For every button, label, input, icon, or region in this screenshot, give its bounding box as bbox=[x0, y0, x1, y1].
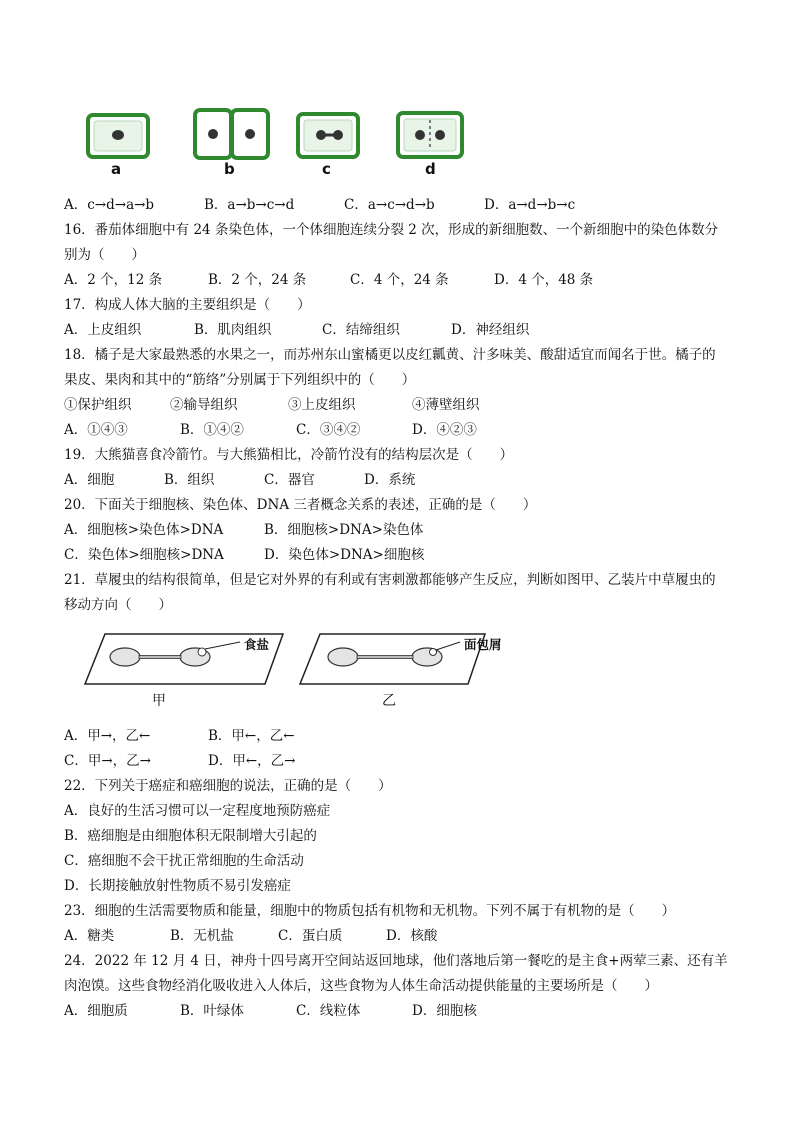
q19-option-a[interactable]: A．细胞 bbox=[64, 472, 115, 488]
q18-choice-1: ①保护组织 bbox=[64, 397, 132, 413]
cell-a bbox=[88, 115, 148, 157]
q21-stem-line2: 移动方向（ ） bbox=[64, 597, 172, 613]
q21-option-b[interactable]: B．甲←，乙← bbox=[208, 728, 295, 744]
q22-option-c[interactable]: C．癌细胞不会干扰正常细胞的生命活动 bbox=[64, 853, 304, 869]
q19-option-d[interactable]: D．系统 bbox=[364, 472, 416, 488]
slide-yi bbox=[300, 634, 485, 684]
q17-option-d[interactable]: D．神经组织 bbox=[451, 322, 530, 338]
cell-d bbox=[398, 113, 462, 157]
q15-option-a[interactable]: A．c→d→a→b bbox=[64, 197, 155, 213]
q18-choice-2: ②输导组织 bbox=[170, 397, 238, 413]
cell-label-a: a bbox=[111, 160, 122, 178]
q21-stem-line1: 21．草履虫的结构很简单，但是它对外界的有利或有害刺激都能够产生反应，判断如图甲、乙装片中草履虫的 bbox=[64, 572, 716, 588]
q16-option-b[interactable]: B．2 个，24 条 bbox=[208, 272, 307, 288]
q22-option-b[interactable]: B．癌细胞是由细胞体积无限制增大引起的 bbox=[64, 828, 317, 844]
q17-option-c[interactable]: C．结缔组织 bbox=[322, 322, 400, 338]
q17-option-a[interactable]: A．上皮组织 bbox=[64, 322, 142, 338]
q22-option-d[interactable]: D．长期接触放射性物质不易引发癌症 bbox=[64, 878, 291, 894]
q15-option-b[interactable]: B．a→b→c→d bbox=[204, 197, 295, 213]
q16-option-d[interactable]: D．4 个，48 条 bbox=[494, 272, 594, 288]
q23-option-a[interactable]: A．糖类 bbox=[64, 928, 115, 944]
q16-stem-line1: 16．番茄体细胞中有 24 条染色体，一个体细胞连续分裂 2 次，形成的新细胞数、一个新细胞中的染色体数分 bbox=[64, 222, 719, 238]
salt-label: 食盐 bbox=[244, 637, 270, 652]
q18-choice-3: ③上皮组织 bbox=[288, 397, 356, 413]
q23-option-c[interactable]: C．蛋白质 bbox=[278, 928, 343, 944]
cell-division-figure bbox=[80, 100, 480, 160]
q21-option-c[interactable]: C．甲→，乙→ bbox=[64, 753, 151, 769]
q18-choice-4: ④薄壁组织 bbox=[412, 397, 480, 413]
cell-label-d: d bbox=[425, 160, 436, 178]
slide-label-jia: 甲 bbox=[152, 693, 166, 709]
q17-stem: 17．构成人体大脑的主要组织是（ ） bbox=[64, 297, 311, 313]
q18-option-b[interactable]: B．①④② bbox=[180, 422, 244, 438]
q15-option-d[interactable]: D．a→d→b→c bbox=[484, 197, 576, 213]
q23-option-d[interactable]: D．核酸 bbox=[386, 928, 438, 944]
q20-option-c[interactable]: C．染色体>细胞核>DNA bbox=[64, 547, 224, 563]
cell-c bbox=[298, 114, 358, 157]
q16-option-c[interactable]: C．4 个，24 条 bbox=[350, 272, 449, 288]
q19-option-c[interactable]: C．器官 bbox=[264, 472, 315, 488]
q20-option-d[interactable]: D．染色体>DNA>细胞核 bbox=[264, 547, 425, 563]
q18-option-c[interactable]: C．③④② bbox=[296, 422, 361, 438]
q22-stem: 22．下列关于癌症和癌细胞的说法，正确的是（ ） bbox=[64, 778, 392, 794]
q24-stem-line2: 肉泡馍。这些食物经消化吸收进入人体后，这些食物为人体生命活动提供能量的主要场所是（ ） bbox=[64, 978, 658, 994]
q19-stem: 19．大熊猫喜食冷箭竹。与大熊猫相比，冷箭竹没有的结构层次是（ ） bbox=[64, 447, 514, 463]
q16-stem-line2: 别为（ ） bbox=[64, 247, 145, 263]
q17-option-b[interactable]: B．肌肉组织 bbox=[194, 322, 272, 338]
q21-option-d[interactable]: D．甲←，乙→ bbox=[208, 753, 296, 769]
bread-crumb-label: 面包屑 bbox=[464, 637, 502, 652]
q20-option-b[interactable]: B．细胞核>DNA>染色体 bbox=[264, 522, 424, 538]
q24-option-a[interactable]: A．细胞质 bbox=[64, 1003, 128, 1019]
q24-option-c[interactable]: C．线粒体 bbox=[296, 1003, 361, 1019]
q16-option-a[interactable]: A．2 个，12 条 bbox=[64, 272, 163, 288]
cell-label-c: c bbox=[322, 160, 331, 178]
q24-option-b[interactable]: B．叶绿体 bbox=[180, 1003, 244, 1019]
q23-option-b[interactable]: B．无机盐 bbox=[170, 928, 234, 944]
q18-stem-line2: 果皮、果肉和其中的“筋络”分别属于下列组织中的（ ） bbox=[64, 372, 416, 388]
q20-stem: 20．下面关于细胞核、染色体、DNA 三者概念关系的表述，正确的是（ ） bbox=[64, 497, 537, 513]
q24-option-d[interactable]: D．细胞核 bbox=[412, 1003, 477, 1019]
q18-option-a[interactable]: A．①④③ bbox=[64, 422, 128, 438]
q21-option-a[interactable]: A．甲→，乙← bbox=[64, 728, 151, 744]
q23-stem: 23．细胞的生活需要物质和能量，细胞中的物质包括有机物和无机物。下列不属于有机物的是（ ） bbox=[64, 903, 676, 919]
q18-stem-line1: 18．橘子是大家最熟悉的水果之一，而苏州东山蜜橘更以皮红瓤黄、汁多味美、酸甜适宜而闻名于世。橘子的 bbox=[64, 347, 716, 363]
q15-option-c[interactable]: C．a→c→d→b bbox=[344, 197, 435, 213]
cell-b bbox=[195, 110, 268, 158]
q20-option-a[interactable]: A．细胞核>染色体>DNA bbox=[64, 522, 224, 538]
q18-option-d[interactable]: D．④②③ bbox=[412, 422, 477, 438]
q22-option-a[interactable]: A．良好的生活习惯可以一定程度地预防癌症 bbox=[64, 803, 331, 819]
cell-label-b: b bbox=[224, 160, 235, 178]
q24-stem-line1: 24．2022 年 12 月 4 日，神舟十四号离开空间站返回地球，他们落地后第一餐吃的是主食+两荤三素、还有羊 bbox=[64, 953, 728, 969]
q19-option-b[interactable]: B．组织 bbox=[164, 472, 215, 488]
slide-label-yi: 乙 bbox=[382, 693, 396, 709]
